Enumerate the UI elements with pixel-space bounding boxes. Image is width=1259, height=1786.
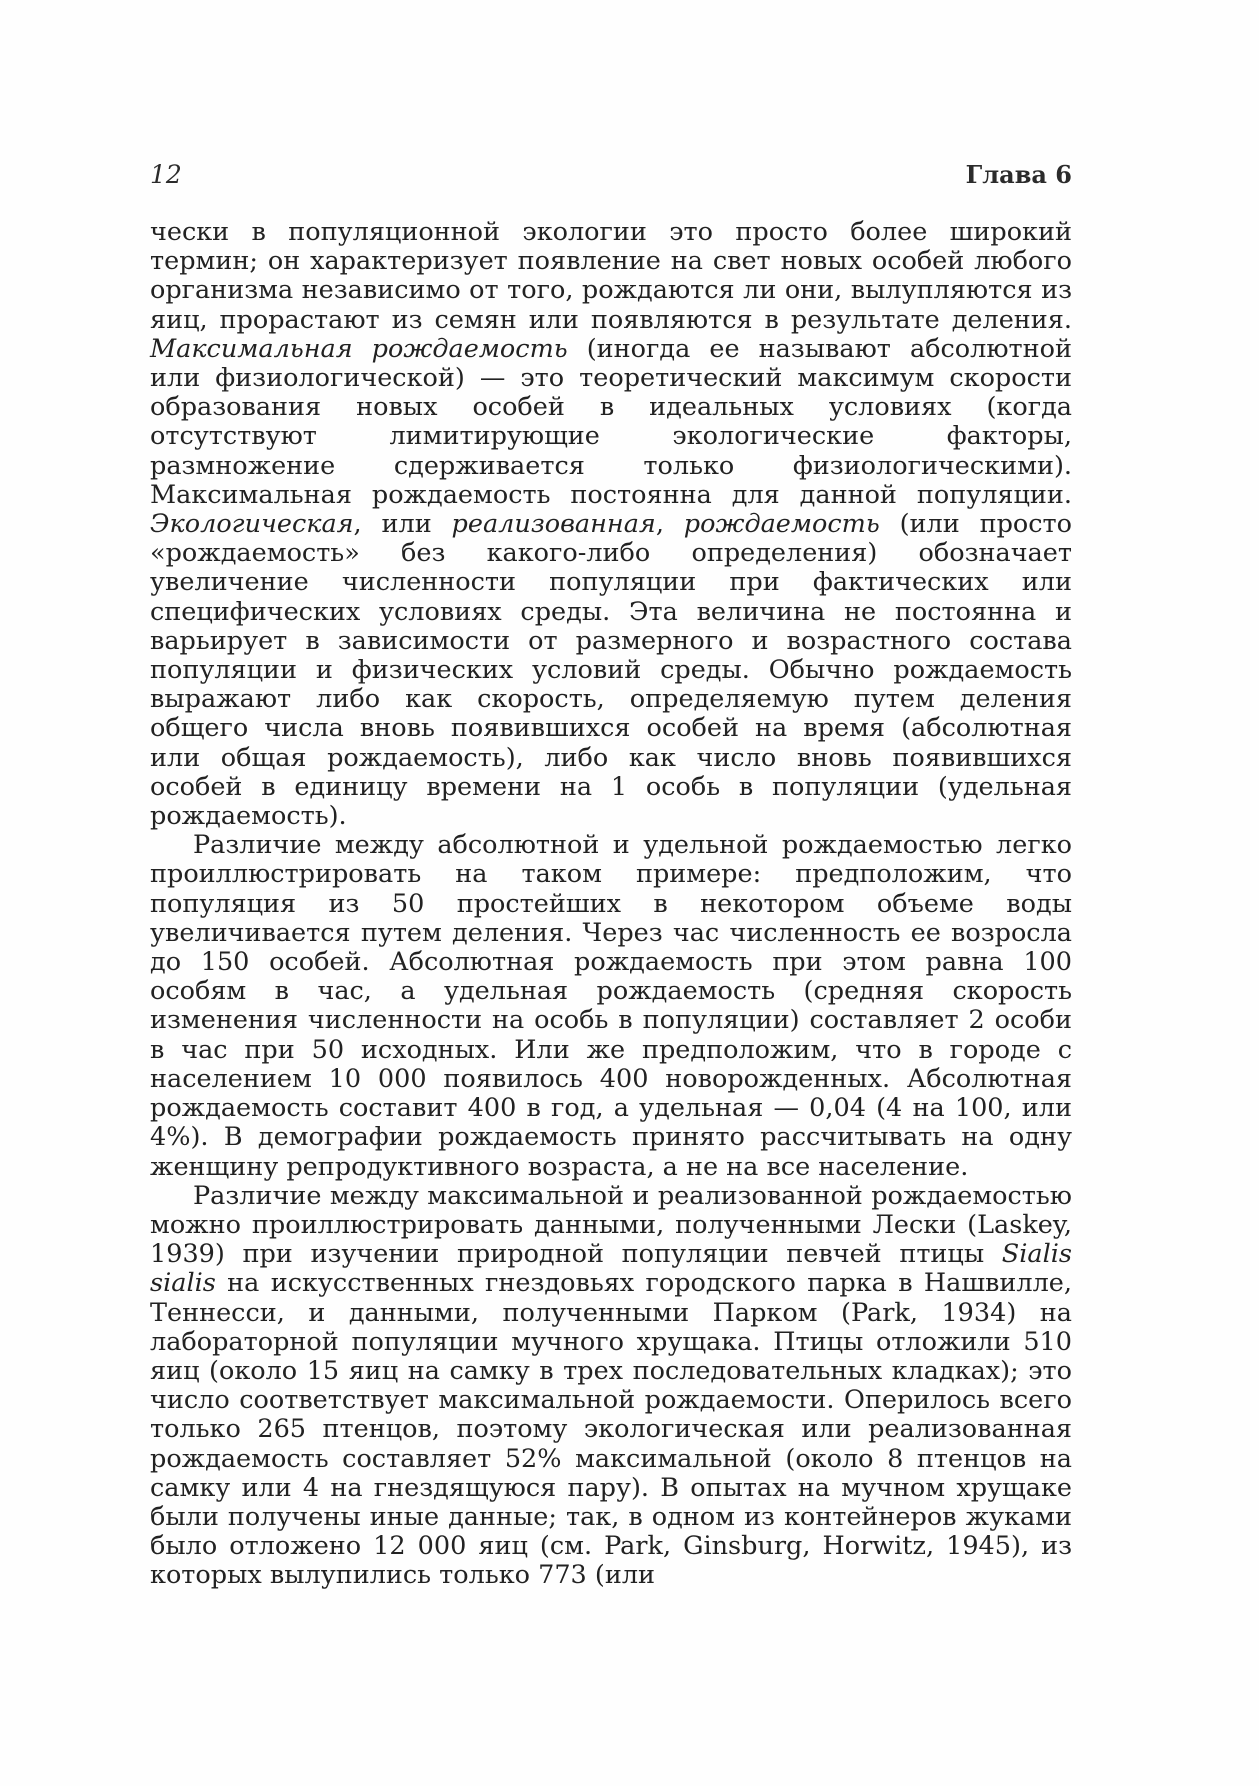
species-name: Sialis sialis bbox=[150, 1239, 1072, 1299]
paragraph-3 bbox=[150, 1182, 1072, 1591]
paragraph-1 bbox=[150, 218, 1072, 831]
chapter-title: Глава 6 bbox=[965, 160, 1072, 189]
term-realized: реализованная bbox=[451, 509, 656, 540]
paragraph-3-text: Различие между максимальной и реализованной рождаемостью можно проиллюстрировать данными, полученными Лески (Laskey, 1939) при изучении природной популяции певчей птицы bbox=[150, 1180, 1072, 1270]
body-text bbox=[150, 218, 1072, 1591]
paragraph-2: Различие между абсолютной и удельной рождаемостью легко проиллюстрировать на таком примере: предположим, что популяция из 50 простейших в некотором объеме воды увеличивается путем деления. Через час численность ее возросла до 150 особей. Абсолютная рождаемость при этом равна 100 особям в час, а удельная рождаемость (средняя скорость изменения численности на особь в популяции) составляет 2 особи в час при 50 исходных. Или же предположим, что в городе с населением 10 000 появилось 400 новорожденных. Абсолютная рождаемость составит 400 в год, а удельная — 0,04 (4 на 100, или 4%). В демографии рождаемость принято рассчитывать на одну женщину репродуктивного возраста, а не на все население. bbox=[150, 830, 1072, 1182]
paragraph-1-text: (или просто «рождаемость» без какого-либо определения) обозначает увеличение численности популяции при фактических или специфических условиях среды. Эта величина не постоянна и варьирует в зависимости от размерного и возрастного состава популяции и физических условий среды. Обычно рождаемость выражают либо как скорость, определяемую путем деления общего числа вновь появившихся особей на время (абсолютная или общая рождаемость), либо как число вновь появившихся особей в единицу времени на 1 особь в популяции (удельная рождаемость). bbox=[150, 509, 1073, 832]
term-natality: рождаемость bbox=[683, 509, 880, 540]
paragraph-1-text: чески в популяционной экологии это просто более широкий термин; он характеризует появление на свет новых особей любого организма независимо от того, рождаются ли они, вылупляются из яиц, прорастают из семян или появляются в результате деления. bbox=[150, 217, 1072, 335]
paragraph-1-text: , или bbox=[353, 509, 452, 540]
paragraph-1-text: (иногда ее называют абсолютной или физиологической) — это теоретический максимум скорости образования новых особей в идеальных условиях (когда отсутствуют лимитирующие экологические факторы, размножение сдерживается только физиологическими). Максимальная рождаемость постоянна для данной популяции. bbox=[150, 333, 1072, 510]
running-header bbox=[150, 160, 1072, 200]
paragraph-3-text: на искусственных гнездовьях городского парка в Нашвилле, Теннесси, и данными, полученными Парком (Park, 1934) на лабораторной популяции мучного хрущака. Птицы отложили 510 яиц (около 15 яиц на самку в трех последовательных кладках); это число соответствует максимальной рождаемости. Оперилось всего только 265 птенцов, поэтому экологическая или реализованная рождаемость составляет 52% максимальной (около 8 птенцов на самку или 4 на гнездящуюся пару). В опытах на мучном хрущаке были получены иные данные; так, в одном из контейнеров жуками было отложено 12 000 яиц (см. Park, Ginsburg, Horwitz, 1945), из которых вылупились только 773 (или bbox=[150, 1268, 1072, 1591]
paragraph-1-text: , bbox=[655, 509, 684, 540]
term-max-natality: Максимальная рождаемость bbox=[150, 333, 568, 364]
term-ecological: Экологическая bbox=[150, 509, 354, 540]
page-number: 12 bbox=[150, 160, 182, 189]
